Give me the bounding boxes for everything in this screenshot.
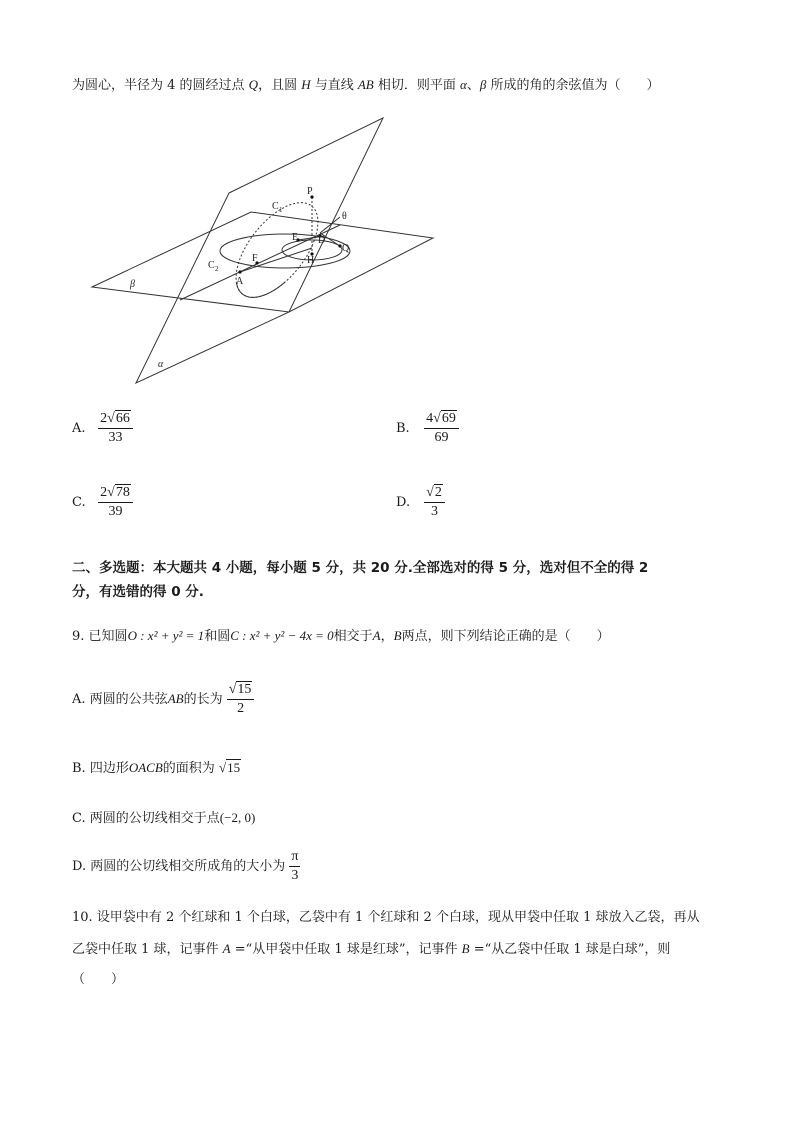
intro-text-4: 相切．则平面 (373, 78, 461, 93)
point-coordinates: (−2, 0) (219, 810, 256, 825)
q9-text-2: 和圆 (204, 629, 231, 644)
q10-text-c: =“从乙袋中任取 1 球是白球”，则 (469, 942, 671, 957)
quadrilateral-oacb: OACB (128, 760, 163, 775)
q8-option-d-fraction: $\frac{√2}{3}$ (424, 486, 445, 519)
q9-option-b-text-2: 的面积为 (162, 761, 215, 776)
denominator: 3 (430, 504, 438, 519)
event-a: A (222, 941, 231, 956)
q10-line-3: （ ） (72, 972, 125, 987)
q8-option-d (396, 486, 445, 519)
q10-line-1: 10. 设甲袋中有 2 个红球和 1 个白球，乙袋中有 1 个红球和 2 个白球，现从甲袋中任取 1 球放入乙袋，再从 (72, 910, 700, 925)
q9-option-c-letter: C. (72, 811, 86, 826)
q9-option-c (72, 807, 255, 826)
radicand: 15 (227, 760, 241, 775)
q9-option-b-text: 四边形 (89, 761, 129, 776)
q9-option-a-text-2: 的长为 (183, 692, 223, 707)
label-c1-sub: 1 (279, 206, 283, 214)
numerator: π (289, 850, 300, 867)
coef: 4 (426, 411, 434, 426)
label-c2: C (208, 260, 215, 271)
q8-option-b (396, 412, 459, 445)
q9-option-d-text: 两圆的公切线相交所成角的大小为 (90, 859, 286, 874)
intro-text-5: 所成的角的余弦值为（ ） (486, 78, 660, 93)
intro-text-1: 为圆心，半径为 4 的圆经过点 (72, 78, 249, 93)
line-ab: AB (357, 77, 374, 92)
circle-o: O (127, 628, 137, 643)
q9-option-c-text: 两圆的公切线相交于点 (89, 811, 220, 826)
circle-h: H (301, 77, 311, 92)
label-q: Q (342, 243, 350, 254)
radicand: 69 (441, 411, 456, 426)
q9-text-3: 相交于 (333, 629, 373, 644)
denominator: 3 (291, 868, 299, 883)
label-p: P (307, 186, 313, 197)
intro-text-2: ，且圆 (258, 78, 302, 93)
q8-option-c (72, 486, 133, 519)
label-c2-sub: 2 (215, 265, 219, 273)
q10-line-2 (72, 938, 670, 957)
section-2-heading-line1: 二、多选题：本大题共 4 小题，每小题 5 分，共 20 分.全部选对的得 5 分，选对但不全的得 2 (72, 560, 649, 576)
coef: 2 (100, 485, 108, 500)
theta-line (320, 217, 340, 233)
point-b: B (393, 628, 402, 643)
q10-text-a: 乙袋中任取 1 球，记事件 (72, 942, 223, 957)
q8-option-b-letter: B. (396, 421, 410, 436)
dot-a (238, 270, 241, 273)
plane-beta-shape (92, 212, 433, 312)
q9-number: 9. (72, 629, 85, 644)
equation-1: x² + y² = 1 (147, 628, 205, 643)
point-q: Q (248, 77, 259, 92)
q9-option-a-fraction: $\frac{√15}{2}$ (227, 683, 255, 716)
label-alpha: α (158, 359, 164, 370)
circle-c: C (230, 628, 239, 643)
label-d: D (318, 235, 326, 246)
q9-option-d (72, 850, 300, 883)
equation-2: x² + y² − 4x = 0 (249, 628, 334, 643)
q8-option-a-letter: A. (72, 421, 86, 436)
q9-option-b: B. 四边形OACB的面积为 √15 (72, 760, 241, 776)
q9-option-a-text: 两圆的公共弦 (89, 692, 168, 707)
label-theta: θ (342, 211, 347, 222)
point-a: A (372, 628, 381, 643)
q9-text-1: 已知圆 (88, 629, 128, 644)
event-b: B (461, 941, 470, 956)
q9-text-4: 两点，则下列结论正确的是（ ） (401, 629, 610, 644)
denominator: 33 (108, 430, 123, 445)
label-e: E (292, 232, 299, 243)
q9-option-a-letter: A. (72, 692, 86, 707)
denominator: 69 (434, 430, 449, 445)
plane-beta: β (479, 77, 487, 92)
q10-text-b: =“从甲袋中任取 1 球是红球”，记事件 (230, 942, 462, 957)
intro-text-3: 与直线 (310, 78, 358, 93)
comma: ， (380, 629, 394, 644)
coef: 2 (100, 411, 108, 426)
label-c1: C (272, 201, 279, 212)
label-a: A (236, 276, 244, 287)
q9-option-d-fraction (289, 850, 300, 883)
intro-line (72, 74, 659, 93)
chord-ab: AB (167, 691, 184, 706)
plane-alpha: α (460, 77, 467, 92)
q9-option-a (72, 683, 254, 716)
q8-option-c-letter: C. (72, 495, 86, 510)
denominator: 2 (237, 701, 245, 716)
radicand: 2 (434, 485, 442, 500)
denominator: 39 (108, 504, 123, 519)
q8-option-b-fraction: $\frac{4√69}{69}$ (424, 412, 459, 445)
q8-option-d-letter: D. (396, 495, 411, 510)
radicand: 15 (237, 682, 252, 697)
q8-option-a-fraction: $\frac{2√66}{33}$ (98, 412, 133, 445)
geometry-figure (80, 110, 450, 395)
radicand: 66 (115, 411, 130, 426)
q8-option-a (72, 412, 133, 445)
segment-af (240, 248, 315, 272)
intro-sep: 、 (466, 78, 480, 93)
q9-stem: 9. 已知圆O : x² + y² = 1和圆C : x² + y² − 4x = 0相交于A，B两点，则下列结论正确的是（ ） (72, 628, 610, 644)
q9-option-b-letter: B. (72, 761, 86, 776)
radicand: 78 (115, 485, 130, 500)
label-h: H (307, 255, 315, 266)
label-beta: β (130, 279, 135, 290)
label-f: F (252, 253, 258, 264)
section-2-heading-line2: 分，有选错的得 0 分. (72, 584, 204, 600)
q9-option-d-letter: D. (72, 859, 87, 874)
q8-option-c-fraction: $\frac{2√78}{39}$ (98, 486, 133, 519)
